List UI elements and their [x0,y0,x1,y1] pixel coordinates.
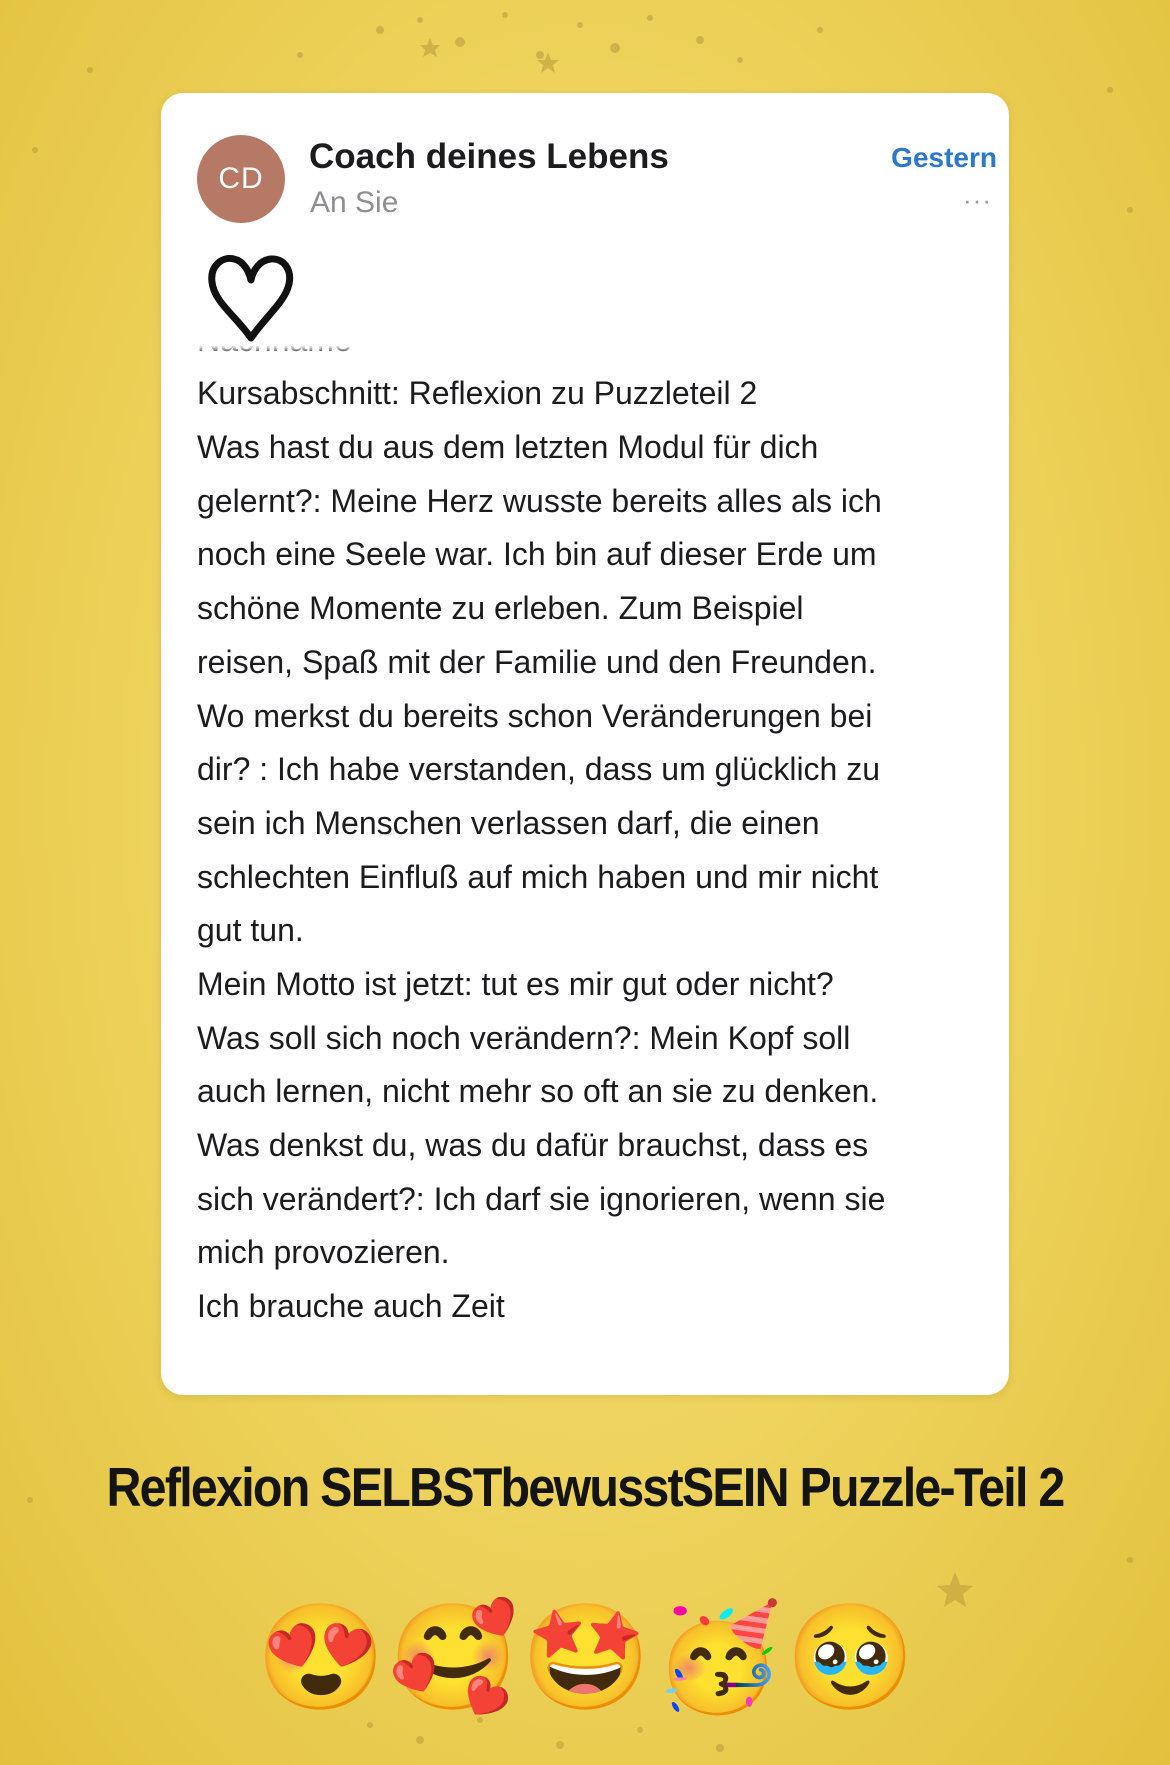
heart-eyes-emoji-icon: 😍 [256,1600,386,1716]
smiling-face-with-hearts-emoji-icon: 🥰 [388,1600,519,1716]
body-line: Was denkst du, was du dafür brauchst, dass es [197,1127,869,1163]
body-line: Was soll sich noch verändern?: Mein Kopf soll [197,1019,851,1056]
body-line: dir? : Ich habe verstanden, dass um glücklich zu [197,751,881,788]
heart-sticker-icon [206,250,296,345]
body-line: sich verändert?: Ich darf sie ignorieren, wenn sie [197,1180,886,1217]
body-line: gut tun. [197,912,304,949]
emoji-row [0,1593,1170,1723]
recipient-label: An Sie [310,186,399,219]
star-struck-emoji-icon: 🤩 [521,1600,651,1716]
avatar-initials: CD [218,162,264,195]
body-line: gelernt?: Meine Herz wusste bereits alles als ich [197,482,882,519]
body-line: Was hast du aus dem letzten Modul für dich [197,429,819,466]
body-line: mich provozieren. [197,1234,450,1271]
partying-face-emoji-icon: 🥳 [653,1600,783,1716]
body-line: schlechten Einfluß auf mich haben und mir nicht [197,858,879,895]
sender-name: Coach deines Lebens [309,137,669,176]
more-options-icon[interactable]: ··· [963,185,992,215]
body-line: Mein Motto ist jetzt: tut es mir gut oder nicht? [197,965,834,1002]
message-body [197,260,987,1334]
body-line: auch lernen, nicht mehr so oft an sie zu denken. [197,1073,879,1110]
story-caption: Reflexion SELBSTbewusstSEIN Puzzle-Teil 2 [106,1456,1064,1518]
message-date: Gestern [891,142,997,173]
pleading-face-emoji-icon: 🥹 [785,1600,916,1716]
sender-avatar [197,135,285,223]
body-line: reisen, Spaß mit der Familie und den Freunden. [197,643,877,680]
body-line: Wo merkst du bereits schon Veränderungen bei [197,697,873,734]
body-line: Ich brauche auch Zeit [197,1288,505,1325]
body-line: Kursabschnitt: Reflexion zu Puzzleteil 2 [197,375,758,412]
body-line: noch eine Seele war. Ich bin auf dieser Erde um [197,536,877,573]
body-line: sein ich Menschen verlassen darf, die einen [197,804,820,841]
body-line: schöne Momente zu erleben. Zum Beispiel [197,590,804,627]
